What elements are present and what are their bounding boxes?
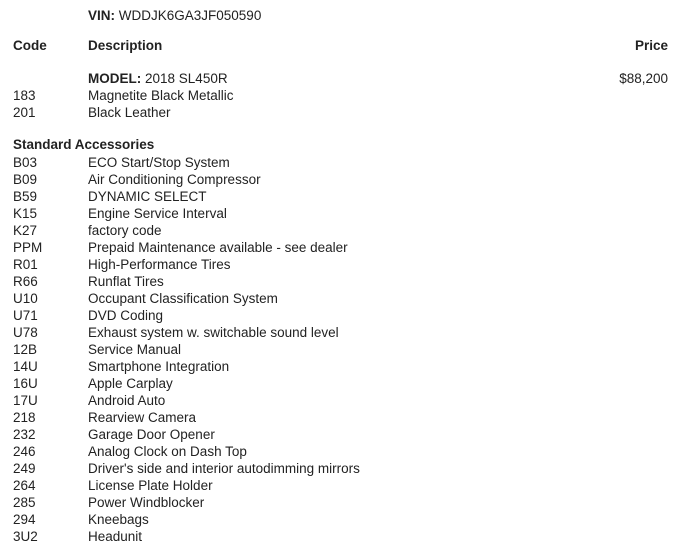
option-description: Engine Service Interval bbox=[88, 206, 227, 221]
option-code: 249 bbox=[13, 461, 36, 476]
option-description: Prepaid Maintenance available - see dealer bbox=[88, 240, 348, 255]
accessories-list bbox=[0, 154, 689, 545]
table-row bbox=[0, 392, 689, 409]
model-price: $88,200 bbox=[619, 71, 668, 86]
table-row bbox=[0, 87, 689, 104]
table-row bbox=[0, 477, 689, 494]
table-row bbox=[0, 528, 689, 545]
option-code: 264 bbox=[13, 478, 36, 493]
option-description: Apple Carplay bbox=[88, 376, 173, 391]
option-description: License Plate Holder bbox=[88, 478, 213, 493]
option-description: Garage Door Opener bbox=[88, 427, 215, 442]
option-description: Magnetite Black Metallic bbox=[88, 88, 234, 103]
table-row bbox=[0, 443, 689, 460]
table-row bbox=[0, 171, 689, 188]
model-label: MODEL: bbox=[88, 71, 142, 86]
table-row bbox=[0, 273, 689, 290]
option-description: Air Conditioning Compressor bbox=[88, 172, 261, 187]
table-row bbox=[0, 358, 689, 375]
model-value: 2018 SL450R bbox=[145, 71, 228, 86]
option-description: Analog Clock on Dash Top bbox=[88, 444, 247, 459]
option-description: Service Manual bbox=[88, 342, 182, 357]
option-description: Runflat Tires bbox=[88, 274, 164, 289]
table-row bbox=[0, 188, 689, 205]
table-row bbox=[0, 426, 689, 443]
option-description: Smartphone Integration bbox=[88, 359, 230, 374]
table-row bbox=[0, 341, 689, 358]
option-description: DYNAMIC SELECT bbox=[88, 189, 207, 204]
option-code: 14U bbox=[13, 359, 38, 374]
option-code: 201 bbox=[13, 105, 36, 120]
option-code: R66 bbox=[13, 274, 38, 289]
option-code: U10 bbox=[13, 291, 38, 306]
table-row bbox=[0, 256, 689, 273]
table-row bbox=[0, 154, 689, 171]
table-header bbox=[0, 38, 689, 55]
option-code: U78 bbox=[13, 325, 38, 340]
option-code: 16U bbox=[13, 376, 38, 391]
option-code: B09 bbox=[13, 172, 38, 187]
option-description: Rearview Camera bbox=[88, 410, 197, 425]
option-description: factory code bbox=[88, 223, 162, 238]
option-code: 232 bbox=[13, 427, 36, 442]
table-row bbox=[0, 511, 689, 528]
option-description: Kneebags bbox=[88, 512, 149, 527]
option-code: B03 bbox=[13, 155, 38, 170]
option-code: 17U bbox=[13, 393, 38, 408]
table-row bbox=[0, 324, 689, 341]
option-description: Driver's side and interior autodimming mirrors bbox=[88, 461, 360, 476]
option-description: High-Performance Tires bbox=[88, 257, 231, 272]
table-row bbox=[0, 375, 689, 392]
option-code: B59 bbox=[13, 189, 38, 204]
section-title-standard-accessories: Standard Accessories bbox=[13, 137, 155, 152]
option-code: K15 bbox=[13, 206, 38, 221]
option-description: Black Leather bbox=[88, 105, 171, 120]
column-header-code: Code bbox=[13, 38, 47, 53]
option-code: 183 bbox=[13, 88, 36, 103]
option-description: Exhaust system w. switchable sound level bbox=[88, 325, 339, 340]
column-header-description: Description bbox=[88, 38, 163, 53]
model-block bbox=[0, 70, 689, 121]
vin-value: WDDJK6GA3JF050590 bbox=[118, 8, 262, 23]
option-description: Occupant Classification System bbox=[88, 291, 278, 306]
option-description: DVD Coding bbox=[88, 308, 164, 323]
option-description: Power Windblocker bbox=[88, 495, 205, 510]
table-row bbox=[0, 460, 689, 477]
table-row bbox=[0, 409, 689, 426]
option-description: ECO Start/Stop System bbox=[88, 155, 230, 170]
option-code: 218 bbox=[13, 410, 36, 425]
model-description bbox=[88, 70, 228, 87]
table-row bbox=[0, 104, 689, 121]
option-code: K27 bbox=[13, 223, 38, 238]
model-row bbox=[0, 70, 689, 87]
option-code: 285 bbox=[13, 495, 36, 510]
option-description: Android Auto bbox=[88, 393, 166, 408]
table-row bbox=[0, 307, 689, 324]
option-code: PPM bbox=[13, 240, 43, 255]
table-row bbox=[0, 239, 689, 256]
option-code: 3U2 bbox=[13, 529, 38, 544]
option-code: U71 bbox=[13, 308, 38, 323]
option-description: Headunit bbox=[88, 529, 143, 544]
table-row bbox=[0, 222, 689, 239]
option-code: 294 bbox=[13, 512, 36, 527]
option-code: 246 bbox=[13, 444, 36, 459]
option-code: R01 bbox=[13, 257, 38, 272]
column-header-price: Price bbox=[634, 38, 668, 53]
option-code: 12B bbox=[13, 342, 38, 357]
table-row bbox=[0, 290, 689, 307]
table-row bbox=[0, 494, 689, 511]
vin-label: VIN: bbox=[88, 8, 115, 23]
vin-line bbox=[88, 7, 261, 24]
table-row bbox=[0, 205, 689, 222]
